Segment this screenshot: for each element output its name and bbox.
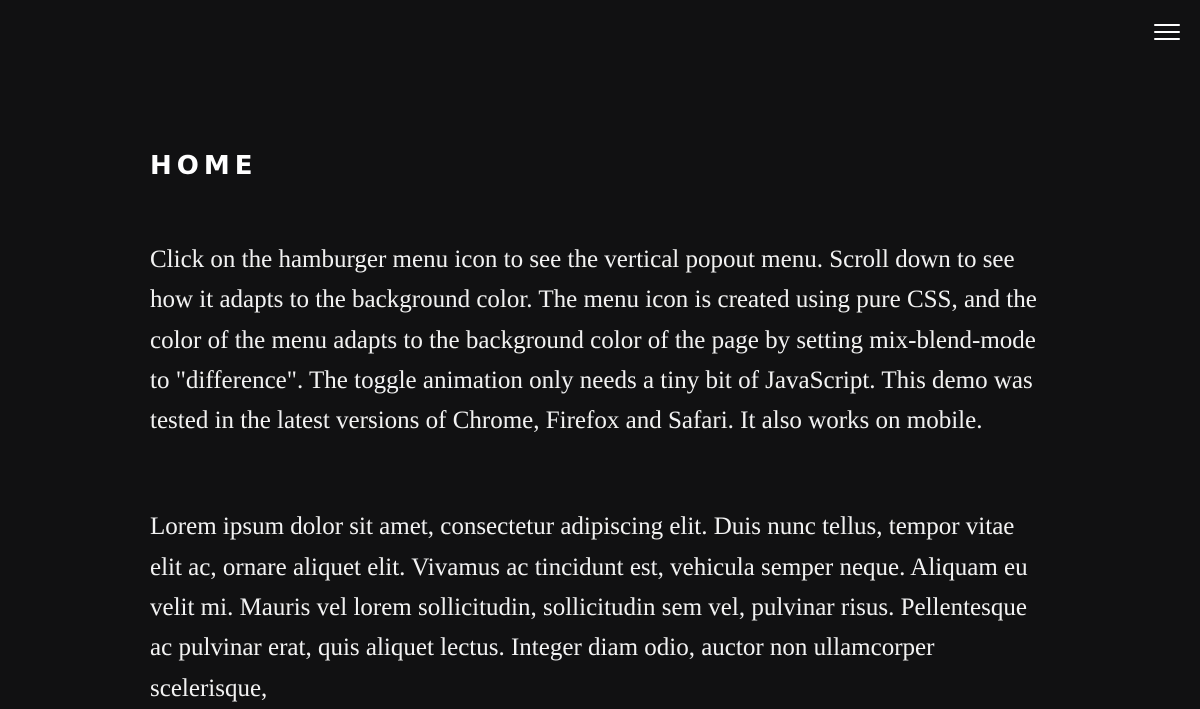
- main-content: [150, 148, 1050, 709]
- hamburger-menu-icon[interactable]: [1154, 22, 1180, 42]
- menu-icon-bar-top: [1154, 24, 1180, 26]
- menu-icon-bar-bottom: [1154, 38, 1180, 40]
- page-title: HOME: [150, 151, 258, 181]
- intro-paragraph: Click on the hamburger menu icon to see the vertical popout menu. Scroll down to see how it adapts to the background color. The menu icon is created using pure CSS, and the color of the menu adapts to the background color of the page by setting mix-blend-mode to "difference". The toggle animation only needs a tiny bit of JavaScript. This demo was tested in the latest versions of Chrome, Firefox and Safari. It also works on mobile.: [150, 246, 1037, 435]
- menu-icon-bar-middle: [1154, 31, 1180, 33]
- lorem-paragraph: Lorem ipsum dolor sit amet, consectetur adipiscing elit. Duis nunc tellus, tempor vitae elit ac, ornare aliquet elit. Vivamus ac tincidunt est, vehicula semper neque. Aliquam eu velit mi. Mauris vel lorem sollicitudin, sollicitudin sem vel, pulvinar risus. Pellentesque ac pulvinar erat, quis aliquet lectus. Integer diam odio, auctor non ullamcorper scelerisque,: [150, 513, 1028, 702]
